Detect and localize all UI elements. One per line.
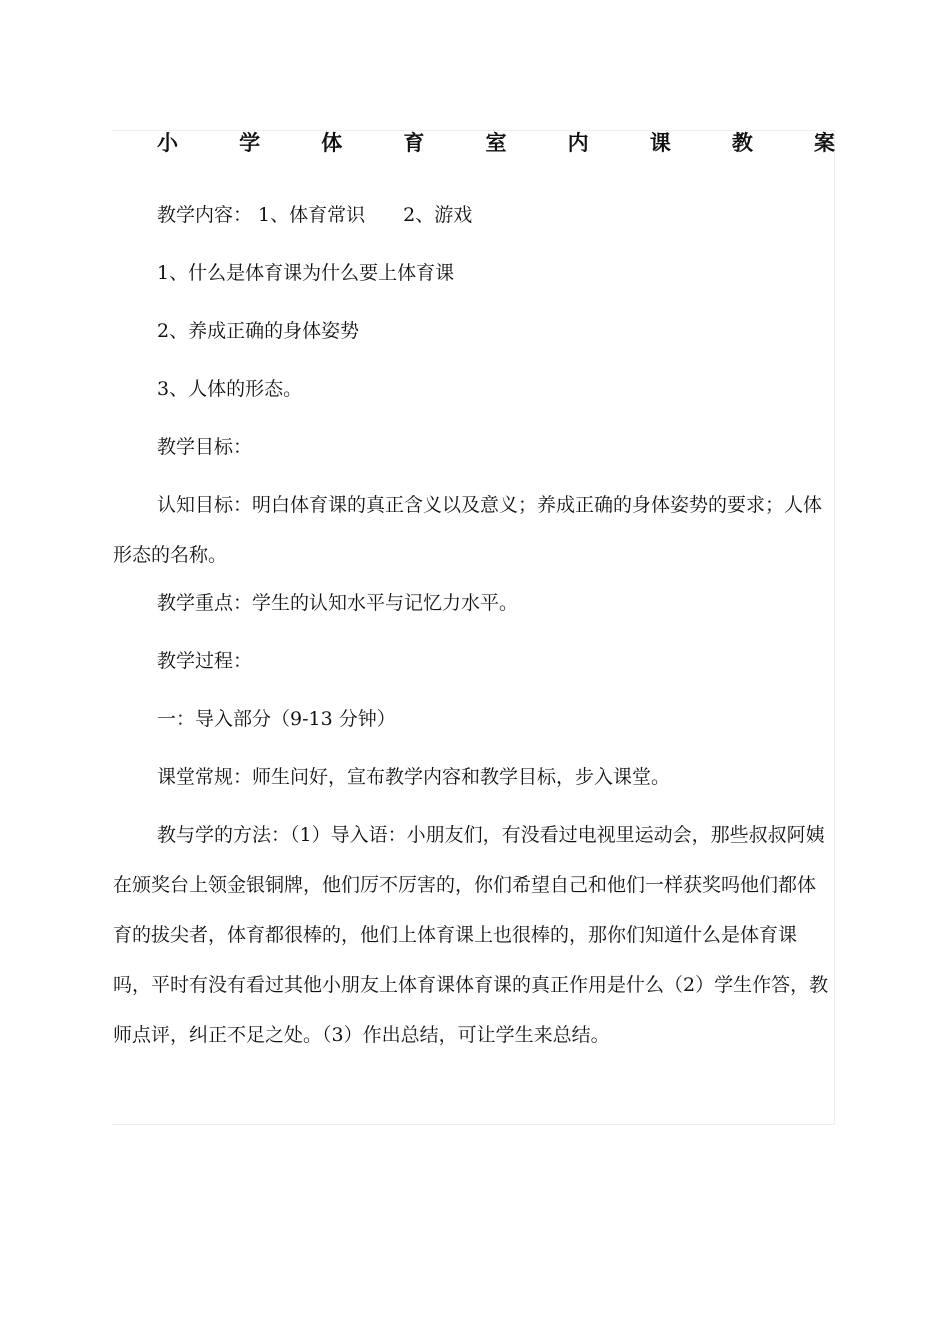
title-char: 育 — [403, 130, 425, 155]
title-char: 课 — [649, 130, 671, 155]
title-char: 案 — [814, 130, 835, 155]
title-char: 教 — [731, 130, 753, 155]
title-char: 内 — [567, 130, 589, 155]
teaching-content-part2: 2、游戏 — [403, 204, 473, 226]
title-char: 室 — [485, 130, 507, 155]
title-char: 体 — [321, 130, 343, 155]
part-one-heading: 一：导入部分（9-13 分钟） — [157, 708, 396, 730]
teaching-content-part1: 教学内容： 1、体育常识 — [157, 204, 366, 226]
teaching-content-line — [113, 200, 831, 230]
document-body — [113, 200, 831, 1060]
class-routine: 课堂常规：师生问好，宣布教学内容和教学目标，步入课堂。 — [157, 766, 671, 788]
title-char: 学 — [239, 130, 261, 155]
content-item-3: 3、人体的形态。 — [157, 378, 303, 400]
content-item-1: 1、什么是体育课为什么要上体育课 — [157, 262, 455, 284]
title-char: 小 — [157, 130, 178, 155]
objectives-heading: 教学目标： — [157, 436, 253, 458]
cognitive-goal: 认知目标：明白体育课的真正含义以及意义；养成正确的身体姿势的要求；人体形态的名称。 — [113, 494, 823, 566]
teaching-method: 教与学的方法：（1）导入语：小朋友们，有没看过电视里运动会，那些叔叔阿姨在颁奖台上领金银铜牌，他们厉不厉害的，你们希望自己和他们一样获奖吗他们都体育的拔尖者，体育都很棒的，他们上体育课上也很棒的，那你们知道什么是体育课吗，平时有没有看过其他小朋友上体育课体育课的真正作用是什么（2）学生作答，教师点评，纠正不足之处。（3）作出总结，可让学生来总结。 — [113, 824, 829, 1046]
process-heading: 教学过程： — [157, 650, 253, 672]
key-points: 教学重点：学生的认知水平与记忆力水平。 — [157, 592, 519, 614]
document-title — [157, 130, 835, 156]
content-item-2: 2、养成正确的身体姿势 — [157, 320, 360, 342]
